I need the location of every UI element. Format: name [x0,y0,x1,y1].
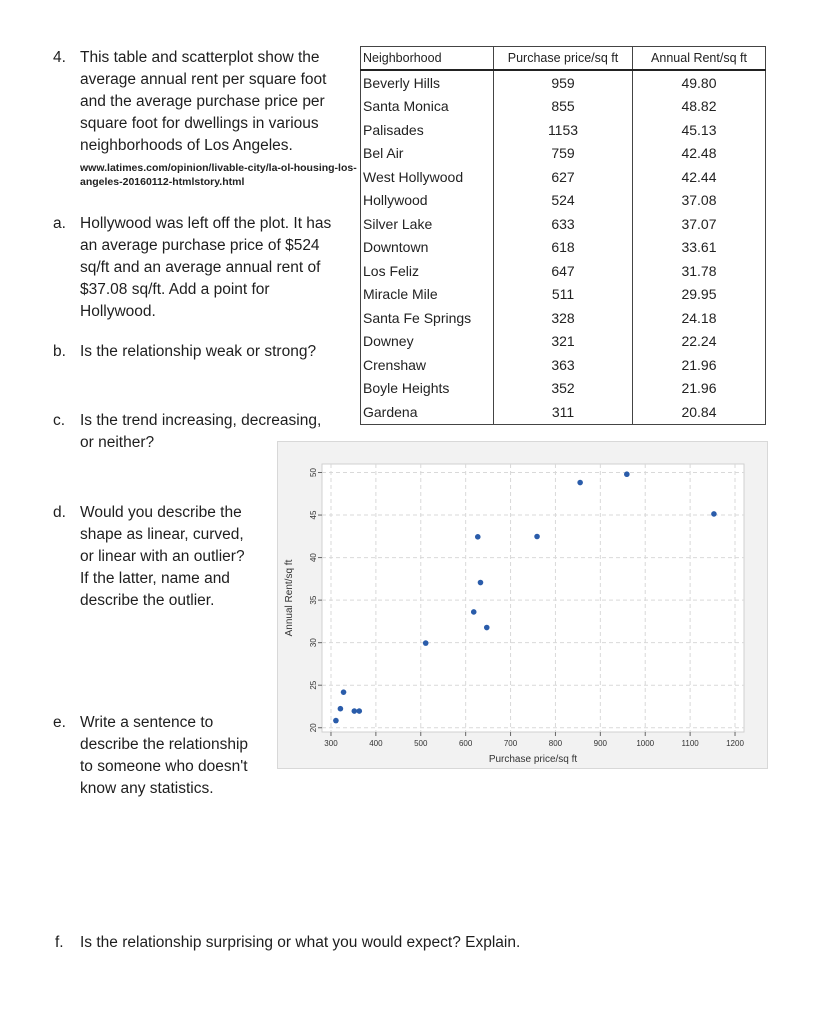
cell-annual-rent: 42.48 [633,142,766,166]
cell-purchase-price: 647 [494,259,633,283]
cell-purchase-price: 328 [494,306,633,330]
data-point [352,708,358,714]
x-tick-label: 800 [548,739,563,748]
question-text-line: average annual rent per square foot [80,71,327,88]
source-url [80,161,365,189]
scatterplot-svg [278,442,767,768]
table-row [361,212,766,236]
data-point [471,609,477,615]
cell-purchase-price: 311 [494,400,633,424]
data-point [711,511,717,517]
table-row [361,400,766,424]
cell-annual-rent: 21.96 [633,353,766,377]
question-text-line: shape as linear, curved, [80,526,244,543]
y-tick-label: 35 [309,595,318,605]
x-tick-label: 1200 [726,739,744,748]
cell-neighborhood: Santa Fe Springs [361,306,494,330]
source-url-line: angeles-20160112-htmlstory.html [80,176,245,188]
cell-purchase-price: 759 [494,142,633,166]
table-row [361,283,766,307]
source-url-line: www.latimes.com/opinion/livable-city/la-ol-housing-los- [80,162,357,174]
question-text-line: to someone who doesn't [80,758,248,775]
question-d [53,502,270,612]
table-row [361,118,766,142]
cell-purchase-price: 618 [494,236,633,260]
cell-purchase-price: 321 [494,330,633,354]
data-point [534,534,540,540]
table-row [361,306,766,330]
cell-annual-rent: 29.95 [633,283,766,307]
neighborhood-table [360,46,766,425]
cell-annual-rent: 31.78 [633,259,766,283]
question-letter: e. [53,714,66,731]
question-letter: d. [53,504,66,521]
question-text-line: If the latter, name and [80,570,230,587]
question-text-line: This table and scatterplot show the [80,49,320,66]
cell-neighborhood: Hollywood [361,189,494,213]
question-f [55,932,700,954]
question-text-line: or linear with an outlier? [80,548,245,565]
data-point [478,580,484,586]
table-row [361,236,766,260]
cell-neighborhood: Crenshaw [361,353,494,377]
data-point [484,625,490,631]
data-point [338,706,344,712]
table-row [361,165,766,189]
cell-annual-rent: 33.61 [633,236,766,260]
cell-purchase-price: 959 [494,70,633,95]
table-row [361,95,766,119]
data-point [475,534,481,540]
data-point [341,689,347,695]
question-text-line: an average purchase price of $524 [80,237,320,254]
question-text-line: neighborhoods of Los Angeles. [80,137,293,154]
cell-neighborhood: Gardena [361,400,494,424]
question-text-line: Hollywood was left off the plot. It has [80,215,332,232]
x-tick-label: 600 [458,739,473,748]
cell-neighborhood: Downey [361,330,494,354]
question-letter: a. [53,215,66,232]
question-text-line: describe the relationship [80,736,249,753]
question-e [53,712,270,800]
x-tick-label: 500 [414,739,428,748]
x-tick-label: 700 [503,739,518,748]
cell-neighborhood: West Hollywood [361,165,494,189]
cell-neighborhood: Santa Monica [361,95,494,119]
data-point [577,480,583,486]
table-header-row [361,47,766,71]
x-tick-label: 1100 [681,739,699,748]
cell-annual-rent: 37.08 [633,189,766,213]
question-letter: c. [53,412,66,429]
data-point [423,640,429,646]
question-text-line: Would you describe the [80,504,242,521]
x-tick-label: 300 [324,739,338,748]
question-b [53,341,365,363]
table-row [361,353,766,377]
table-row [361,330,766,354]
question-text-line: Write a sentence to [80,714,214,731]
question-text-line: square foot for dwellings in various [80,115,319,132]
question-text-line: describe the outlier. [80,592,215,609]
table-row [361,142,766,166]
table-row [361,70,766,95]
question-text-line: or neither? [80,434,155,451]
question-text-line: and the average purchase price per [80,93,325,110]
cell-neighborhood: Miracle Mile [361,283,494,307]
data-point [356,708,362,714]
table-body [361,70,766,424]
data-point [624,471,630,477]
question-text-line: know any statistics. [80,780,214,797]
cell-neighborhood: Beverly Hills [361,70,494,95]
y-tick-label: 40 [309,553,318,563]
cell-purchase-price: 633 [494,212,633,236]
table-row [361,259,766,283]
cell-neighborhood: Downtown [361,236,494,260]
table-row [361,377,766,401]
question-a [53,213,365,323]
y-axis-label: Annual Rent/sq ft [284,559,295,637]
question-text-line: Hollywood. [80,303,156,320]
cell-annual-rent: 22.24 [633,330,766,354]
question-text-line: Is the relationship weak or strong? [80,343,317,360]
cell-purchase-price: 363 [494,353,633,377]
question-4 [53,47,365,189]
cell-neighborhood: Boyle Heights [361,377,494,401]
data-point [333,718,339,724]
column-header-neighborhood: Neighborhood [361,47,494,71]
cell-purchase-price: 524 [494,189,633,213]
y-tick-label: 25 [309,680,318,690]
cell-annual-rent: 48.82 [633,95,766,119]
cell-annual-rent: 20.84 [633,400,766,424]
cell-neighborhood: Silver Lake [361,212,494,236]
y-tick-label: 20 [309,723,318,733]
column-header-purchase-price: Purchase price/sq ft [494,47,633,71]
question-text-line: Is the trend increasing, decreasing, [80,412,322,429]
cell-annual-rent: 49.80 [633,70,766,95]
cell-neighborhood: Los Feliz [361,259,494,283]
table-row [361,189,766,213]
question-text-line: Is the relationship surprising or what you would expect? Explain. [80,934,521,951]
cell-purchase-price: 511 [494,283,633,307]
question-text-line: sq/ft and an average annual rent of [80,259,321,276]
question-text-line: $37.08 sq/ft. Add a point for [80,281,270,298]
cell-purchase-price: 352 [494,377,633,401]
cell-neighborhood: Bel Air [361,142,494,166]
cell-annual-rent: 45.13 [633,118,766,142]
cell-purchase-price: 1153 [494,118,633,142]
cell-annual-rent: 21.96 [633,377,766,401]
x-tick-label: 1000 [636,739,655,748]
scatterplot [277,441,768,769]
column-header-annual-rent: Annual Rent/sq ft [633,47,766,71]
cell-purchase-price: 855 [494,95,633,119]
cell-purchase-price: 627 [494,165,633,189]
x-tick-label: 400 [369,739,383,748]
question-letter: f. [55,934,64,951]
x-tick-label: 900 [593,739,608,748]
cell-annual-rent: 37.07 [633,212,766,236]
cell-annual-rent: 42.44 [633,165,766,189]
x-axis-label: Purchase price/sq ft [488,754,578,765]
question-number: 4. [53,49,66,66]
y-tick-label: 45 [309,510,318,520]
y-tick-label: 30 [309,638,318,648]
plot-area [322,464,744,732]
cell-neighborhood: Palisades [361,118,494,142]
question-letter: b. [53,343,66,360]
cell-annual-rent: 24.18 [633,306,766,330]
y-tick-label: 50 [309,468,318,477]
